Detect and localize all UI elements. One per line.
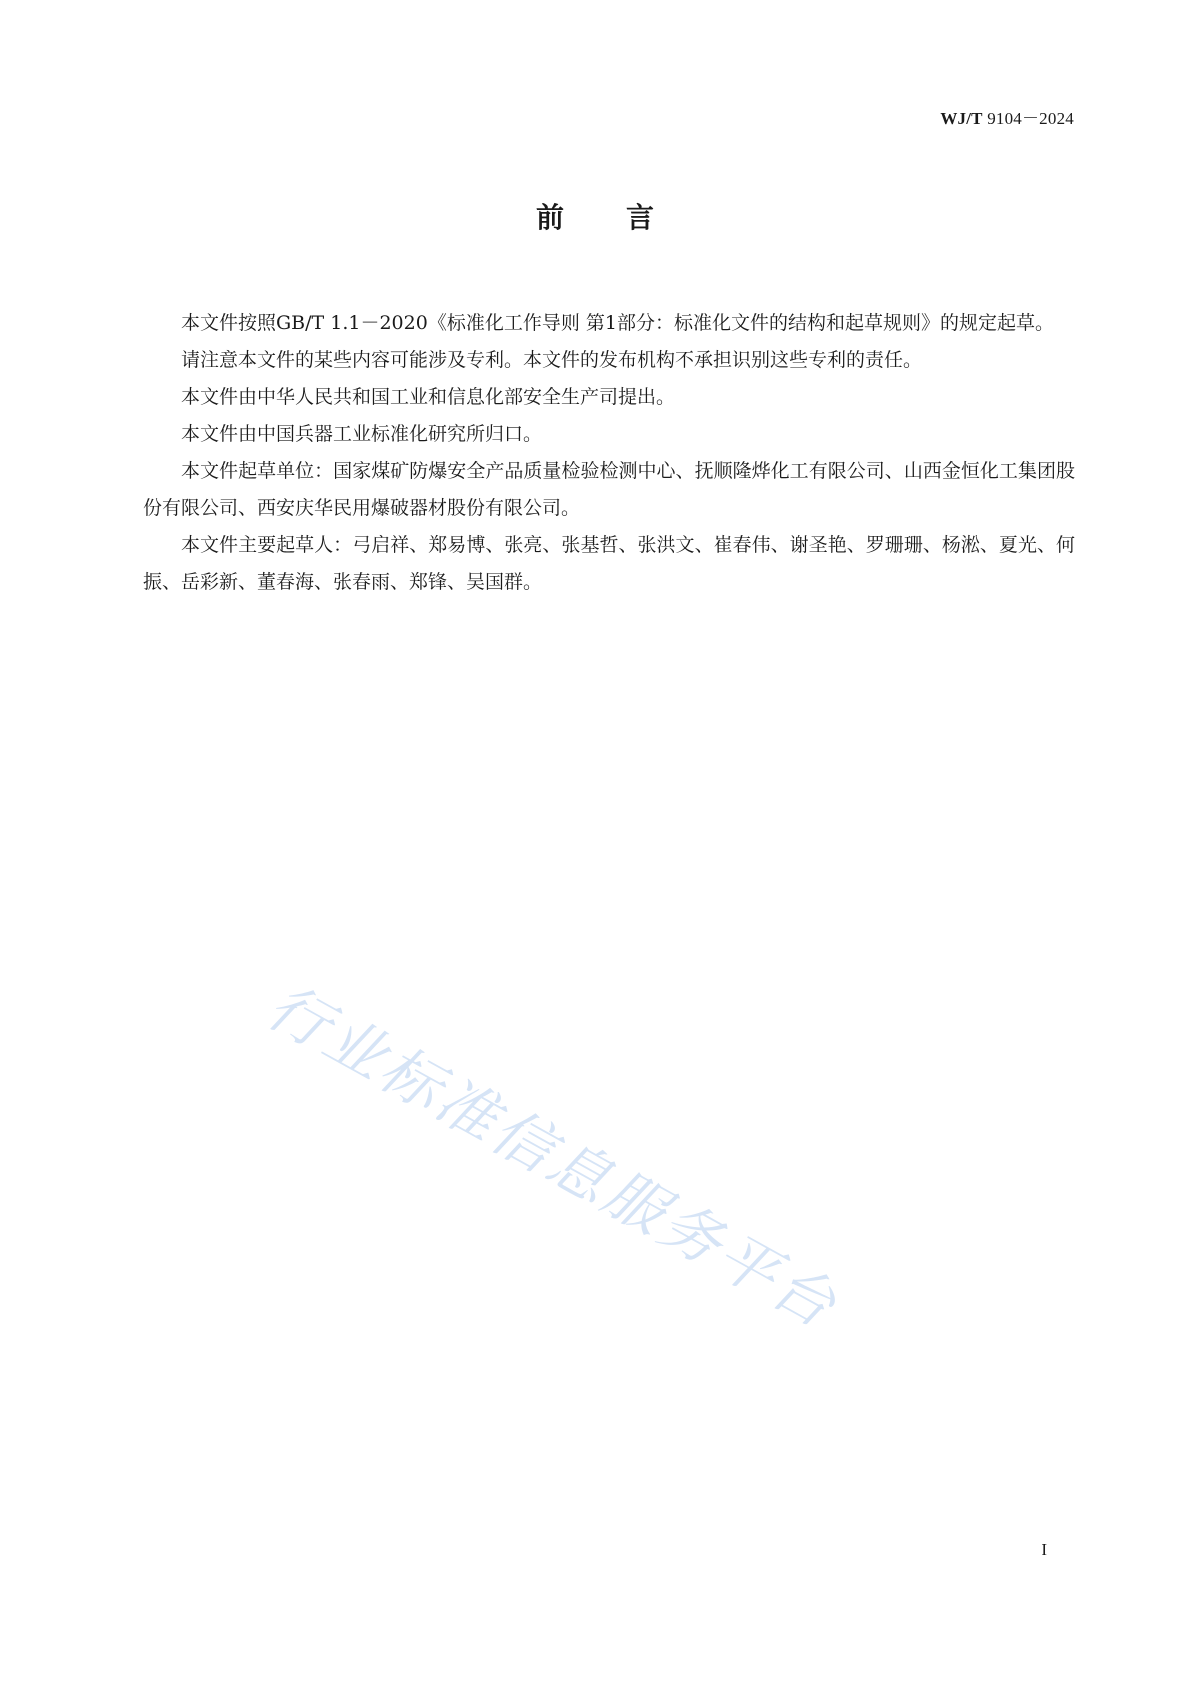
paragraph-drafters: 本文件主要起草人：弓启祥、郑易博、张亮、张基哲、张洪文、崔春伟、谢圣艳、罗珊珊、杨淞、夏光、何振、岳彩新、董春海、张春雨、郑锋、吴国群。 bbox=[143, 534, 1075, 593]
paragraph-administrator: 本文件由中国兵器工业标准化研究所归口。 bbox=[181, 423, 543, 445]
watermark: 行业标准信息服务平台 bbox=[255, 971, 850, 1343]
page-title bbox=[0, 196, 1190, 236]
title-char-2: 言 bbox=[626, 201, 655, 234]
foreword-body bbox=[143, 305, 1075, 601]
standard-code-prefix: WJ/T bbox=[940, 109, 983, 128]
paragraph-drafting-basis: 本文件按照GB/T 1.1－2020《标准化工作导则 第1部分：标准化文件的结构和起草规则》的规定起草。 bbox=[181, 312, 1054, 334]
standard-code bbox=[940, 104, 1074, 129]
paragraph-patent-notice: 请注意本文件的某些内容可能涉及专利。本文件的发布机构不承担识别这些专利的责任。 bbox=[181, 349, 923, 371]
standard-code-number: 9104－2024 bbox=[987, 109, 1074, 128]
paragraph-drafting-units: 本文件起草单位：国家煤矿防爆安全产品质量检验检测中心、抚顺隆烨化工有限公司、山西金恒化工集团股份有限公司、西安庆华民用爆破器材股份有限公司。 bbox=[143, 460, 1075, 519]
paragraph-proposer: 本文件由中华人民共和国工业和信息化部安全生产司提出。 bbox=[181, 386, 676, 408]
title-char-1: 前 bbox=[535, 201, 564, 234]
page-number: I bbox=[1041, 1540, 1047, 1559]
